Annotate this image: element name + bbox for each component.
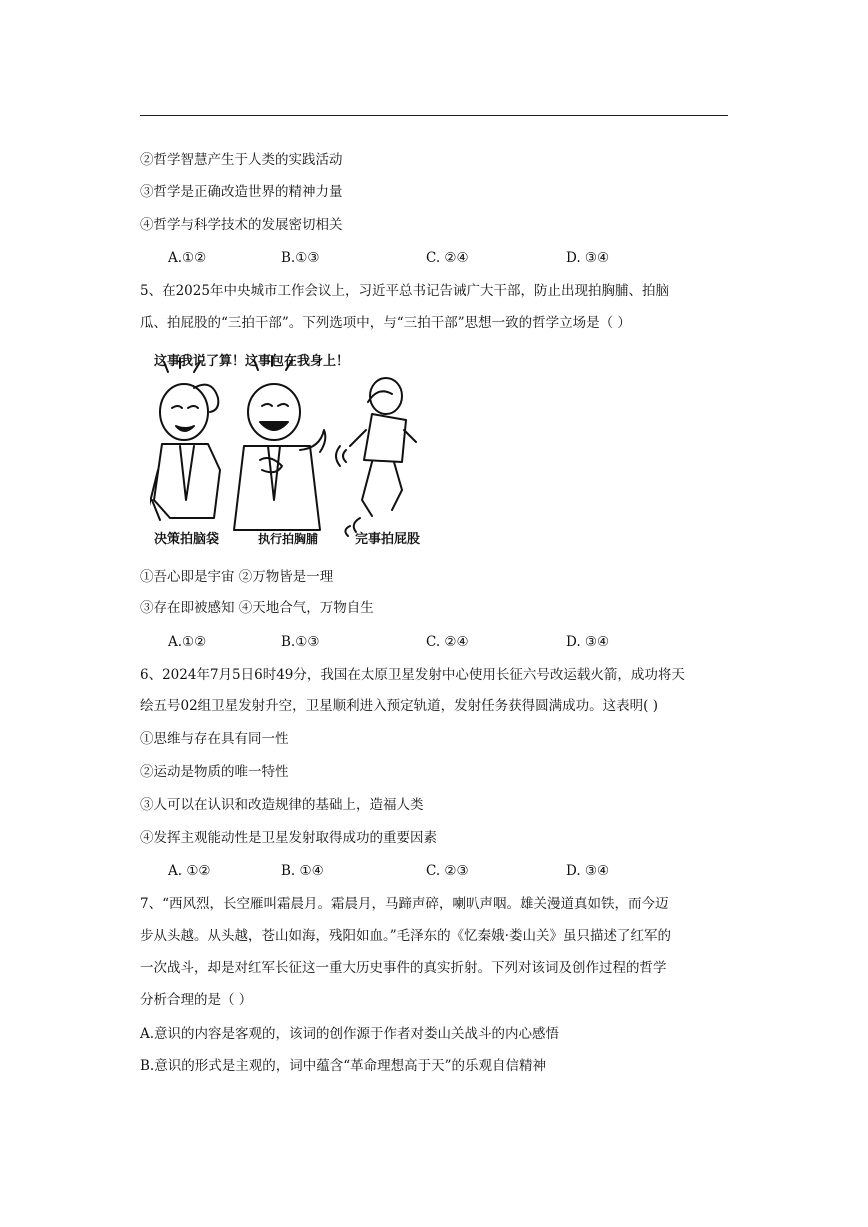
option-b: B.①③ (281, 250, 320, 266)
option-a: A.①② (168, 634, 207, 650)
q6-options (168, 861, 728, 881)
q5-item-line: ③存在即被感知 ④天地合气，万物自生 (140, 600, 374, 616)
cartoon-label: 完事拍屁股 (355, 532, 421, 547)
q5-stem-line: 5、在2025年中央城市工作会议上，习近平总书记告诫广大干部，防止出现拍胸脯、拍脑 (140, 283, 669, 299)
q6-item-line: ③人可以在认识和改造规律的基础上，造福人类 (140, 797, 424, 813)
q6-item-line: ④发挥主观能动性是卫星发射取得成功的重要因素 (140, 830, 437, 846)
cartoon-label: 执行拍胸脯 (258, 532, 319, 546)
option-a: A. ①② (168, 863, 211, 879)
q7-option-line: B.意识的形式是主观的，词中蕴含“革命理想高于天”的乐观自信精神 (140, 1058, 547, 1074)
option-d: D. ③④ (566, 863, 610, 879)
option-d: D. ③④ (566, 250, 610, 266)
q6-stem-line: 6、2024年7月5日6时49分，我国在太原卫星发射中心使用长征六号改运载火箭，成功将天 (140, 667, 685, 683)
cartoon-speech: 这事我说了算！这事包在我身上！ (154, 354, 350, 369)
q6-item-line: ①思维与存在具有同一性 (140, 731, 289, 747)
option-d: D. ③④ (566, 634, 610, 650)
q7-stem-line: 一次战斗，却是对红军长征这一重大历史事件的真实折射。下列对该词及创作过程的哲学 (140, 960, 667, 976)
q6-stem-line: 绘五号02组卫星发射升空，卫星顺利进入预定轨道，发射任务获得圆满成功。这表明( ) (140, 698, 659, 714)
item-text: ④哲学与科学技术的发展密切相关 (140, 217, 343, 233)
q7-stem-line: 步从头越。从头越，苍山如海，残阳如血。”毛泽东的《忆秦娥·娄山关》虽只描述了红军的 (140, 928, 671, 944)
option-c: C. ②④ (426, 250, 469, 266)
q6-item-line: ②运动是物质的唯一特性 (140, 764, 289, 780)
q4-options (168, 248, 728, 268)
option-b: B.①③ (281, 634, 320, 650)
q5-stem-line: 瓜、拍屁股的“三拍干部”。下列选项中，与“三拍干部”思想一致的哲学立场是（ ） (140, 315, 631, 331)
q5-options (168, 632, 728, 652)
cartoon-drawing (150, 350, 440, 550)
option-a: A.①② (168, 250, 207, 266)
q5-item-line: ①吾心即是宇宙 ②万物皆是一理 (140, 569, 334, 585)
q7-option-line: A.意识的内容是客观的，该词的创作源于作者对娄山关战斗的内心感悟 (140, 1026, 560, 1042)
cartoon-image (150, 350, 440, 550)
item-text: ③哲学是正确改造世界的精神力量 (140, 184, 343, 200)
header-rule (140, 115, 728, 116)
cartoon-label: 决策拍脑袋 (154, 532, 220, 547)
q7-stem-line: 分析合理的是（ ） (140, 992, 253, 1008)
q7-stem-line: 7、“西风烈，长空雁叫霜晨月。霜晨月，马蹄声碎，喇叭声咽。雄关漫道真如铁，而今迈 (140, 896, 669, 912)
option-c: C. ②③ (426, 863, 469, 879)
option-c: C. ②④ (426, 634, 469, 650)
option-b: B. ①④ (281, 863, 324, 879)
item-text: ②哲学智慧产生于人类的实践活动 (140, 152, 343, 168)
